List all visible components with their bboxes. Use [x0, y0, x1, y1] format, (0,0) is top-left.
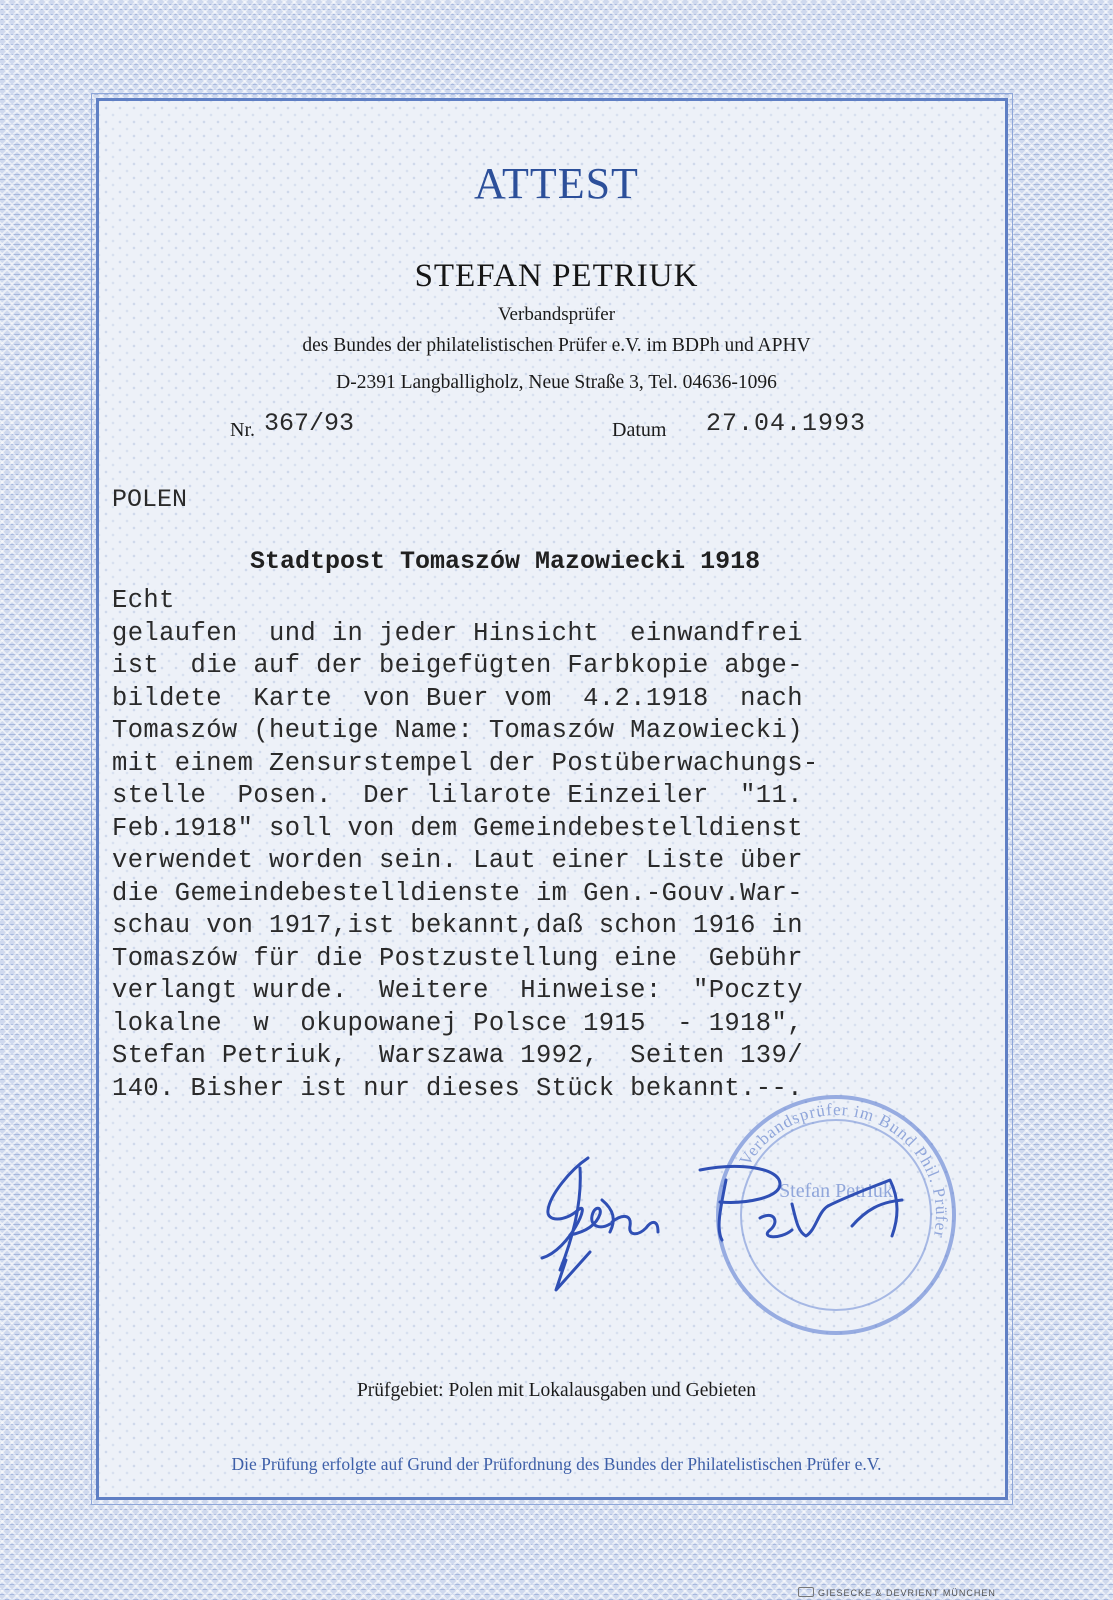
- certificate-text: [112, 585, 819, 1105]
- examiner-role: Verbandsprüfer: [497, 304, 616, 325]
- examination-scope: Prüfgebiet: Polen mit Lokalausgaben und Gebieten: [356, 1380, 757, 1401]
- date-value: 27.04.1993: [706, 409, 867, 438]
- text-line: 140. Bisher ist nur dieses Stück bekannt.--.: [112, 1073, 803, 1103]
- stamp-center-text: Stefan Petriuk: [779, 1180, 893, 1202]
- association-line: des Bundes der philatelistischen Prüfer e.V. im BDPh und APHV: [302, 335, 811, 356]
- text-line: Echt: [112, 586, 175, 615]
- printer-logo-icon: [798, 1587, 814, 1597]
- text-line: ist die auf der beigefügten Farbkopie abge-: [112, 651, 803, 680]
- text-line: die Gemeindebestelldienste im Gen.-Gouv.War-: [112, 878, 803, 908]
- examiner-name: STEFAN PETRIUK: [414, 258, 699, 294]
- text-line: gelaufen und in jeder Hinsicht einwandfrei: [112, 618, 803, 648]
- text-line: Tomaszów (heutige Name: Tomaszów Mazowiecki): [112, 716, 803, 745]
- date-label: Datum: [612, 419, 667, 441]
- text-line: Tomaszów für die Postzustellung eine Gebühr: [112, 943, 803, 973]
- text-line: verwendet worden sein. Laut einer Liste über: [112, 846, 803, 875]
- stamp-ring-label: Verbandsprüfer im Bund Phil. Prüfer: [735, 1099, 952, 1241]
- text-line: verlangt wurde. Weitere Hinweise: "Poczty: [112, 976, 803, 1005]
- address-line: D-2391 Langballigholz, Neue Straße 3, Tel. 04636-1096: [336, 372, 777, 393]
- text-line: stelle Posen. Der lilarote Einzeiler "11.: [112, 781, 803, 810]
- text-line: lokalne w okupowanej Polsce 1915 - 1918",: [112, 1008, 803, 1038]
- number-value: 367/93: [264, 409, 355, 438]
- certificate-title: ATTEST: [474, 159, 639, 208]
- text-line: mit einem Zensurstempel der Postüberwachungs-: [112, 748, 819, 778]
- text-line: bildete Karte von Buer vom 4.2.1918 nach: [112, 683, 803, 713]
- number-label: Nr.: [230, 419, 255, 441]
- text-line: schau von 1917,ist bekannt,daß schon 1916 in: [112, 911, 803, 940]
- printer-imprint: GIESECKE & DEVRIENT MÜNCHEN: [818, 1588, 996, 1598]
- country-heading: POLEN: [112, 485, 188, 514]
- text-line: Stefan Petriuk, Warszawa 1992, Seiten 139/: [112, 1041, 803, 1070]
- text-line: Feb.1918" soll von dem Gemeindebestelldienst: [112, 813, 803, 843]
- examination-basis: Die Prüfung erfolgte auf Grund der Prüfordnung des Bundes der Philatelistischen Prüfer e.V.: [231, 1454, 882, 1474]
- signature: [530, 1140, 950, 1300]
- subject-heading: Stadtpost Tomaszów Mazowiecki 1918: [250, 547, 761, 576]
